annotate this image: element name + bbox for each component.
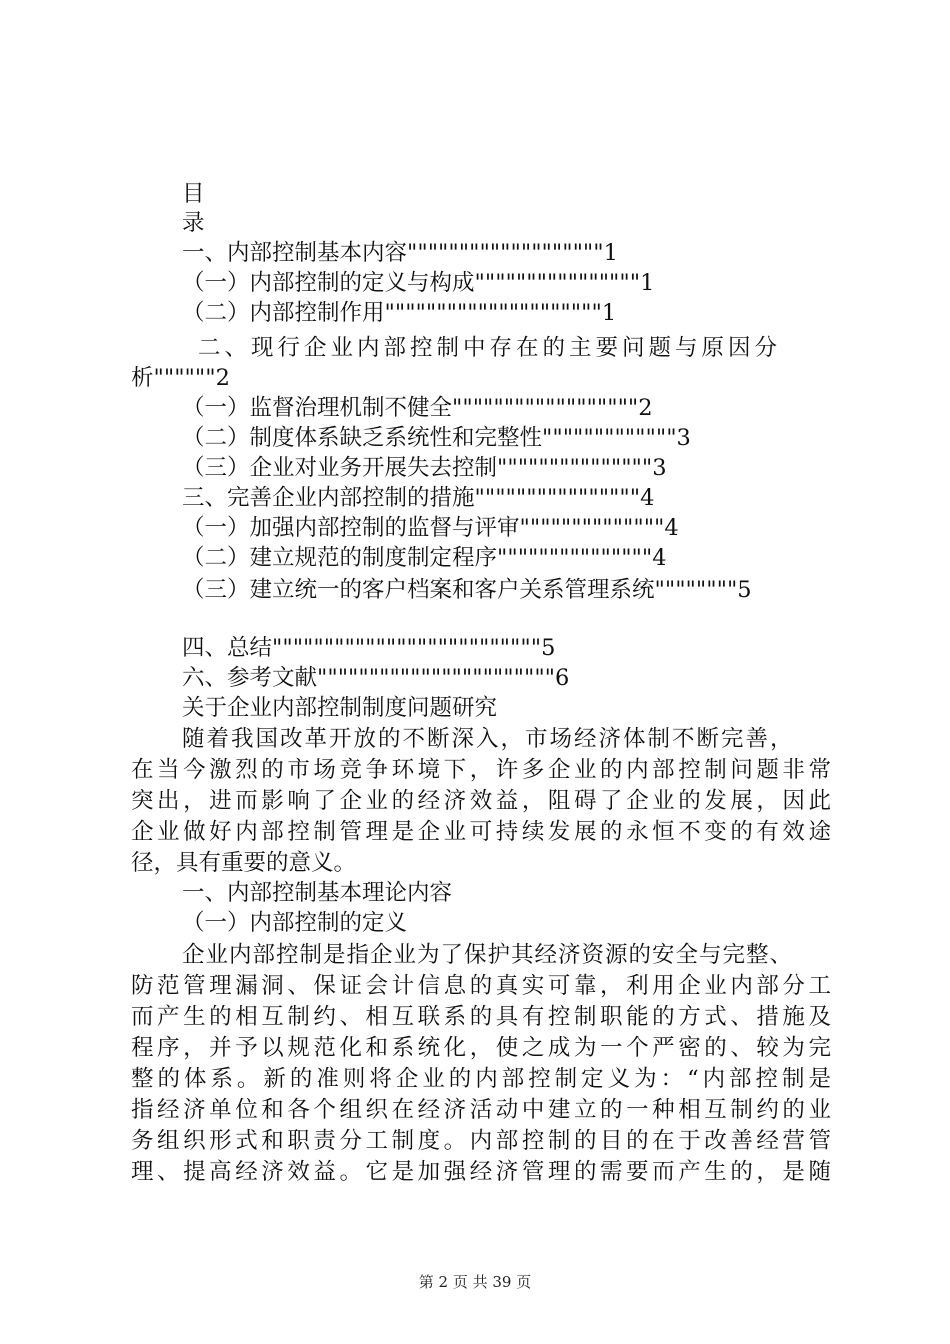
toc-entry: （一）监督治理机制不健全""""""""""""""""""2 — [182, 395, 653, 421]
toc-entry: 一、内部控制基本内容"""""""""""""""""""1 — [182, 240, 618, 266]
toc-entry: （一）加强内部控制的监督与评审""""""""""""""4 — [182, 515, 679, 541]
toc-entry: 析""""""2 — [131, 365, 230, 391]
section-heading: 一、内部控制基本理论内容 — [182, 880, 453, 906]
body-line: 防范管理漏洞、保证会计信息的真实可靠，利用企业内部分工 — [131, 973, 831, 999]
toc-entry: （二）制度体系缺乏系统性和完整性"""""""""""""3 — [182, 425, 691, 451]
body-line: 务组织形式和职责分工制度。内部控制的目的在于改善经营管 — [131, 1128, 831, 1154]
body-line: 在当今激烈的市场竞争环境下，许多企业的内部控制问题非常 — [131, 757, 831, 783]
body-line: 企业做好内部控制管理是企业可持续发展的永恒不变的有效途 — [131, 819, 831, 845]
toc-entry: 六、参考文献"""""""""""""""""""""""6 — [182, 665, 570, 691]
body-line: 随着我国改革开放的不断深入，市场经济体制不断完善， — [182, 726, 795, 752]
body-line: 整的体系。新的准则将企业的内部控制定义为：“内部控制是 — [131, 1066, 831, 1092]
subsection-heading: （一）内部控制的定义 — [182, 910, 408, 936]
toc-entry: 三、完善企业内部控制的措施""""""""""""""""4 — [182, 485, 655, 511]
toc-entry: （二）建立规范的制度制定程序"""""""""""""""4 — [182, 545, 667, 571]
page-footer: 第 2 页 共 39 页 — [418, 1273, 532, 1291]
body-line: 突出，进而影响了企业的经济效益，阻碍了企业的发展，因此 — [131, 788, 831, 814]
toc-entry: 四、总结""""""""""""""""""""""""""5 — [182, 635, 556, 661]
article-title: 关于企业内部控制制度问题研究 — [182, 695, 498, 721]
toc-entry: （三）建立统一的客户档案和客户关系管理系统""""""""5 — [182, 577, 752, 603]
body-line: 指经济单位和各个组织在经济活动中建立的一种相互制约的业 — [131, 1097, 831, 1123]
toc-entry: （一）内部控制的定义与构成""""""""""""""""1 — [182, 270, 655, 296]
toc-heading-1: 目 — [182, 181, 205, 207]
body-line: 企业内部控制是指企业为了保护其经济资源的安全与完整、 — [182, 942, 794, 968]
toc-entry: （二）内部控制作用"""""""""""""""""""""1 — [182, 300, 617, 326]
body-line: 径，具有重要的意义。 — [131, 850, 357, 876]
body-line: 理、提高经济效益。它是加强经济管理的需要而产生的，是随 — [131, 1159, 831, 1185]
body-line: 而产生的相互制约、相互联系的具有控制职能的方式、措施及 — [131, 1004, 831, 1030]
toc-entry: （三）企业对业务开展失去控制"""""""""""""""3 — [182, 455, 667, 481]
toc-entry: 二、现行企业内部控制中存在的主要问题与原因分 — [198, 335, 782, 361]
toc-heading-2: 录 — [182, 210, 205, 236]
body-line: 程序，并予以规范化和系统化，使之成为一个严密的、较为完 — [131, 1035, 831, 1061]
